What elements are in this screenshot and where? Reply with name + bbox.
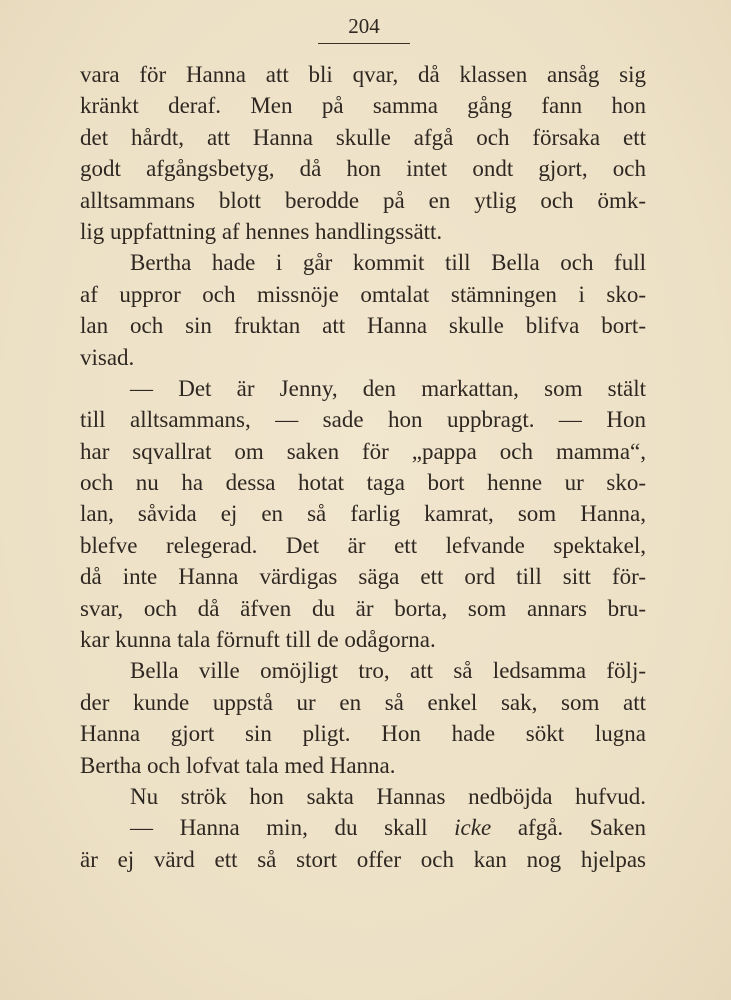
text-line: blefve relegerad. Det är ett lefvande spektakel, bbox=[80, 532, 646, 558]
text-line: Bertha och lofvat tala med Hanna. bbox=[80, 752, 396, 778]
italic-word: icke bbox=[454, 815, 492, 841]
text-line: der kunde uppstå ur en så enkel sak, som att bbox=[80, 689, 646, 715]
text-segment: — Hanna min, du skall bbox=[130, 815, 455, 841]
text-line: — Det är Jenny, den markattan, som stält bbox=[130, 375, 646, 401]
text-line: då inte Hanna värdigas säga ett ord till sitt för- bbox=[80, 564, 646, 590]
text-line: och nu ha dessa hotat taga bort henne ur sko- bbox=[80, 470, 646, 496]
text-line: Bertha hade i går kommit till Bella och full bbox=[130, 250, 646, 276]
text-line: Bella ville omöjligt tro, att så ledsamma följ- bbox=[130, 658, 646, 684]
text-line: lig uppfattning af hennes handlingssätt. bbox=[80, 218, 443, 244]
text-line: af uppror och missnöje omtalat stämningen i sko- bbox=[80, 281, 646, 307]
text-line: svar, och då äfven du är borta, som annars bru- bbox=[80, 595, 646, 621]
text-line: lan och sin fruktan att Hanna skulle blifva bort- bbox=[80, 313, 646, 339]
text-line: visad. bbox=[80, 344, 135, 370]
text-line: kar kunna tala förnuft till de odågorna. bbox=[80, 627, 436, 653]
body-text bbox=[80, 59, 646, 875]
text-line: till alltsammans, — sade hon uppbragt. — Hon bbox=[80, 407, 646, 433]
text-line: det hårdt, att Hanna skulle afgå och försaka ett bbox=[80, 124, 646, 150]
text-line: Hanna gjort sin pligt. Hon hade sökt lugna bbox=[80, 721, 646, 747]
text-line: har sqvallrat om saken för „pappa och mamma“, bbox=[80, 438, 646, 464]
text-line: godt afgångsbetyg, då hon intet ondt gjort, och bbox=[80, 156, 646, 182]
page-number: 204 bbox=[348, 14, 380, 38]
text-line: är ej värd ett så stort offer och kan nog hjelpas bbox=[80, 846, 646, 872]
text-line: alltsammans blott berodde på en ytlig och ömk- bbox=[80, 187, 646, 213]
page-number-rule bbox=[318, 43, 410, 44]
text-line: lan, såvida ej en så farlig kamrat, som Hanna, bbox=[80, 501, 646, 527]
text-line: kränkt deraf. Men på samma gång fann hon bbox=[80, 93, 646, 119]
text-line bbox=[80, 812, 646, 843]
text-line: vara för Hanna att bli qvar, då klassen ansåg sig bbox=[80, 62, 646, 87]
text-line: Nu strök hon sakta Hannas nedböjda hufvud. bbox=[130, 783, 646, 809]
text-segment: afgå. Saken bbox=[491, 815, 646, 841]
